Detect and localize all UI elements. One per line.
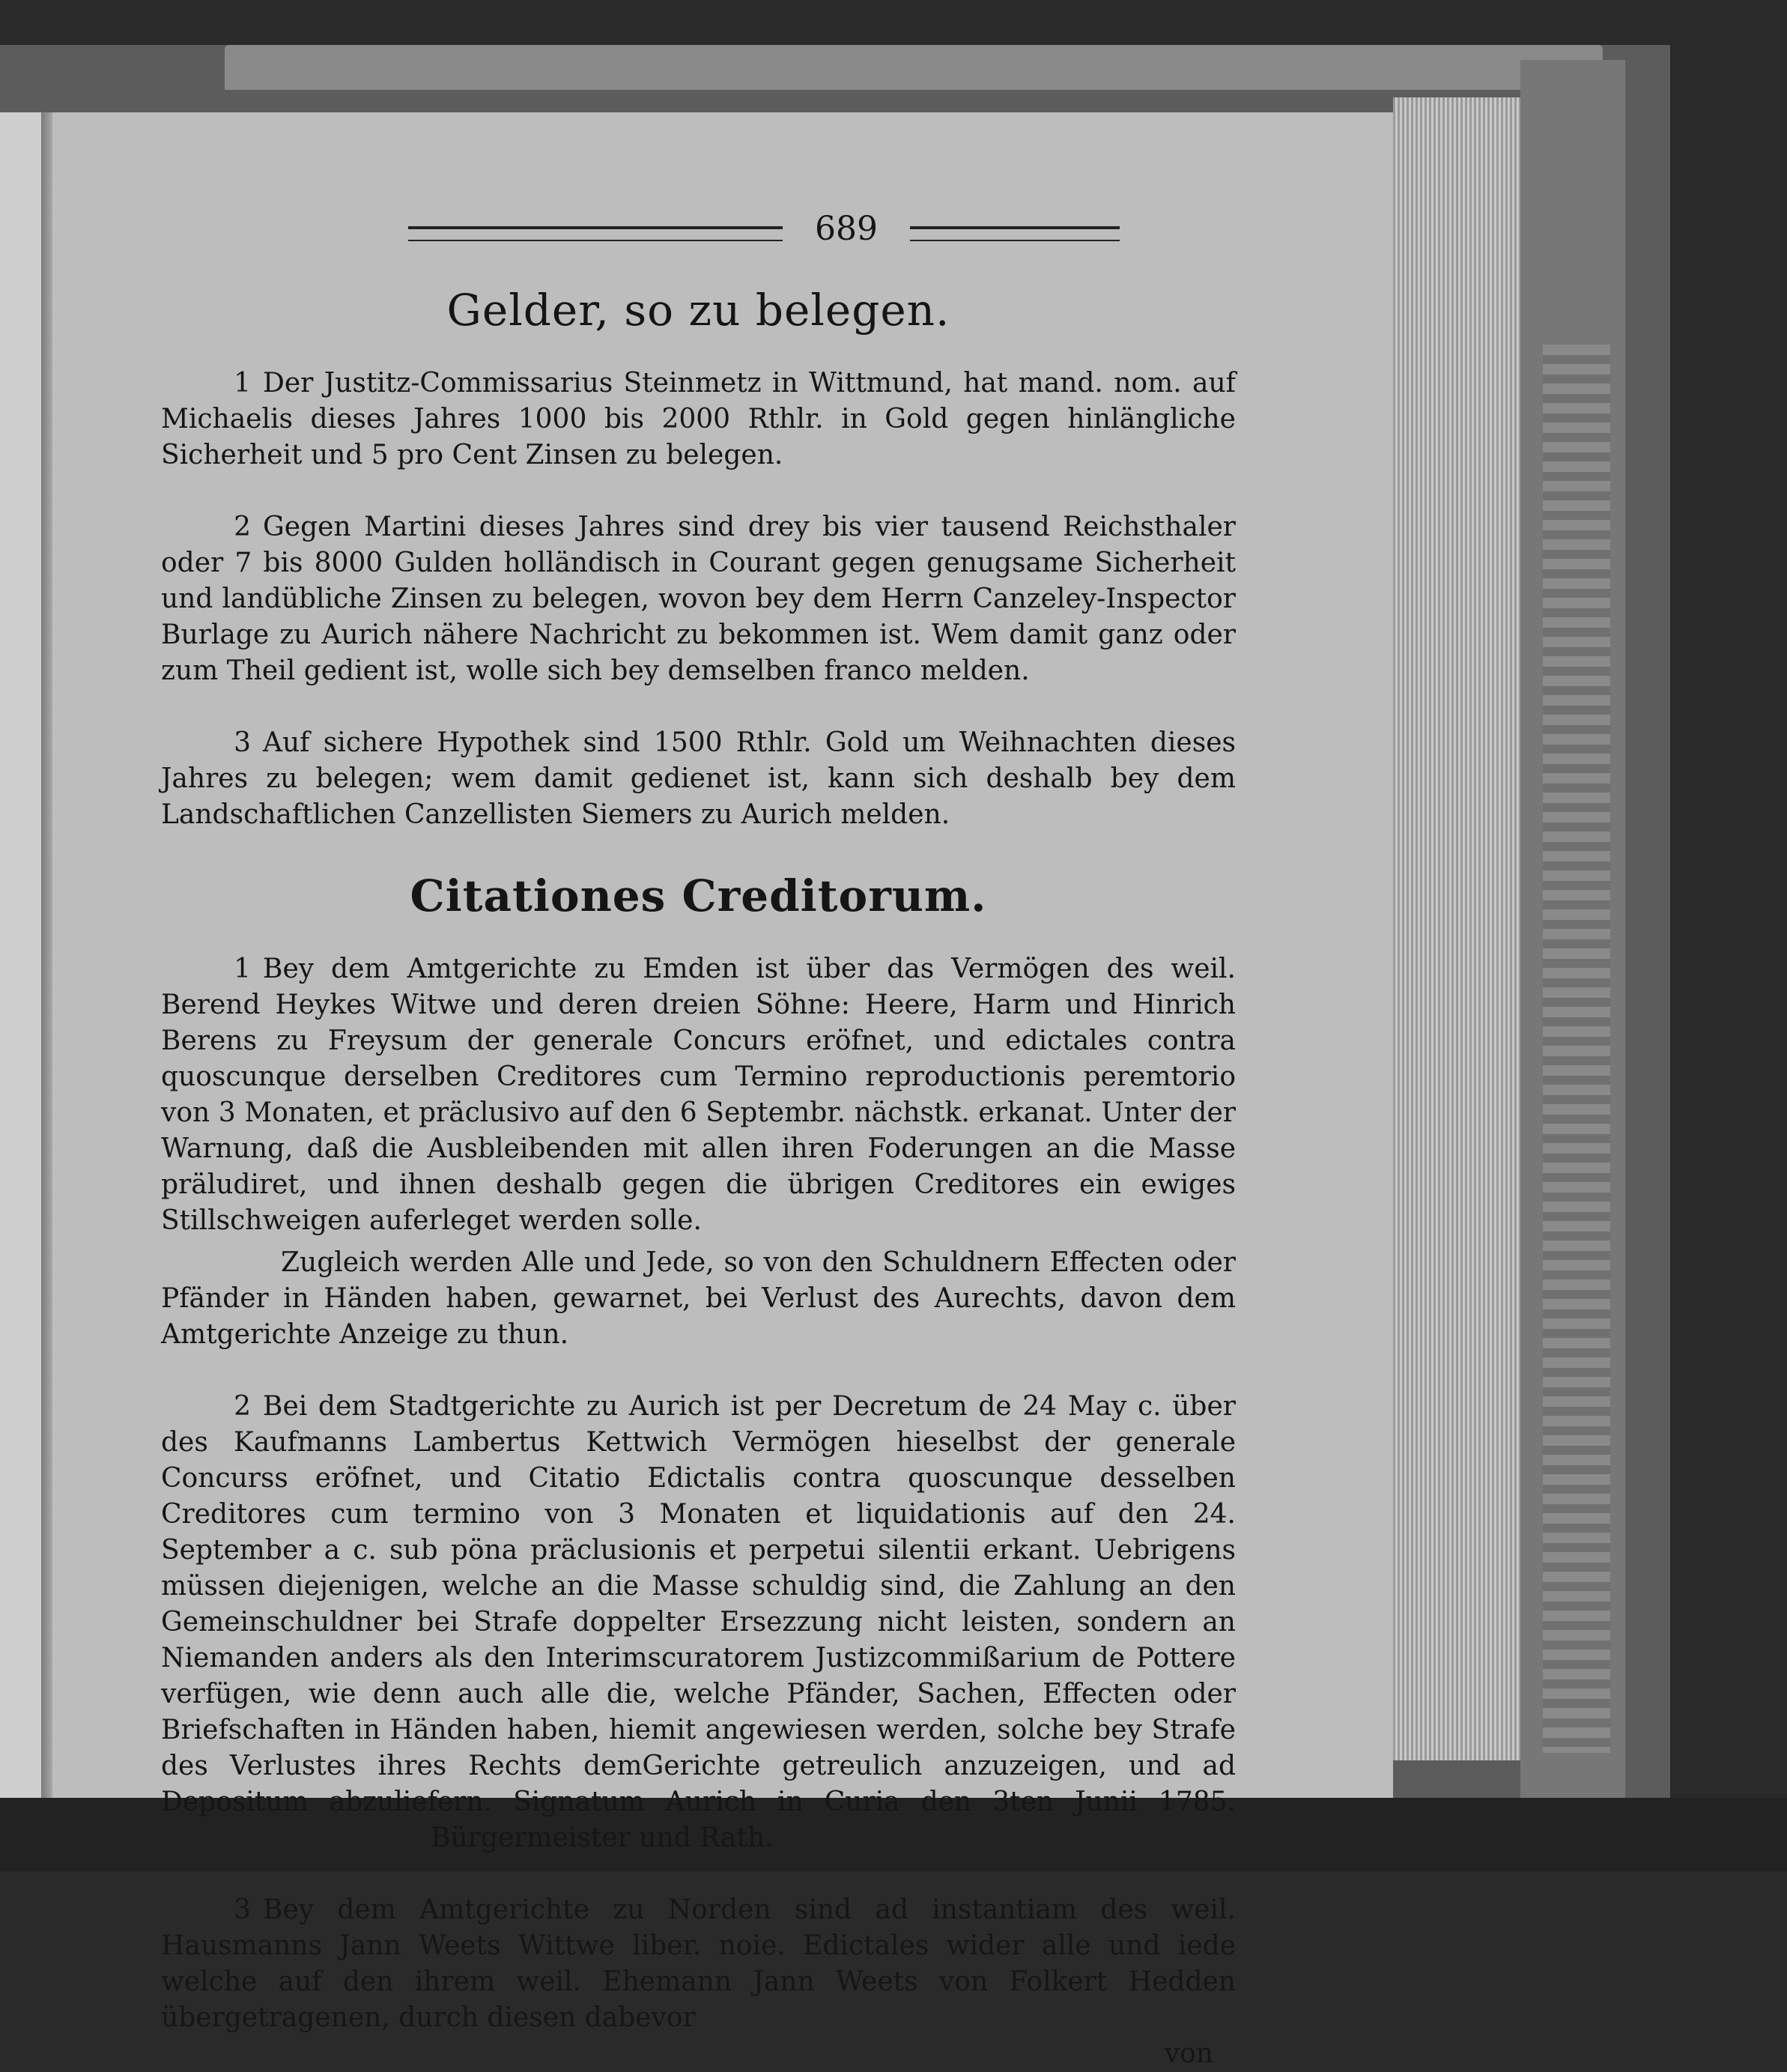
marbled-board — [1543, 345, 1610, 1753]
header-rule-left — [408, 226, 783, 241]
page-stack-edge — [1393, 97, 1520, 1760]
book-top-edge — [225, 45, 1603, 90]
gelder-entry-2 — [161, 509, 1236, 689]
citation-entry-1 — [161, 951, 1236, 1239]
page-header — [161, 210, 1236, 255]
entry-number: 3 — [234, 1894, 251, 1925]
entry-text: Zugleich werden Alle und Jede, so von den Schuldnern Effecten oder Pfänder in Händen haben, gewarnet, bei Verlust des Aurechts, davon dem Amtgerichte Anzeige zu thun. — [161, 1247, 1236, 1350]
gelder-entry-3 — [161, 725, 1236, 833]
entry-text: Der Justitz-Commissarius Steinmetz in Wittmund, hat mand. nom. auf Michaelis dieses Jahres 1000 bis 2000 Rthlr. in Gold gegen hinlängliche Sicherheit und 5 pro Cent Zinsen zu belegen. — [161, 368, 1236, 470]
left-page-edge — [0, 112, 45, 1871]
header-rule-right — [910, 226, 1120, 241]
entry-text: Auf sichere Hypothek sind 1500 Rthlr. Gold um Weihnachten dieses Jahres zu belegen; wem damit gedienet ist, kann sich deshalb bey dem Landschaftlichen Canzellisten Siemers zu Aurich melden. — [161, 727, 1236, 830]
entry-number: 2 — [234, 512, 251, 542]
section-heading-citationes: Citationes Creditorum. — [410, 870, 987, 921]
page-number: 689 — [815, 210, 878, 248]
citation-entry-2 — [161, 1389, 1236, 1856]
gelder-entry-1 — [161, 366, 1236, 473]
citation-entry-1-continued — [161, 1245, 1236, 1353]
entry-text: Bei dem Stadtgerichte zu Aurich ist per Decretum de 24 May c. über des Kaufmanns Lambertus Kettwich Vermögen hieselbst der generale Concurss eröfnet, und Citatio Edictalis contra quoscunque desselben Creditores cum termino von 3 Monaten et liquidationis auf den 24. September a c. sub pöna präclusionis et perpetui silentii erkant. Uebrigens müssen diejenigen, welche an die Masse schuldig sind, die Zahlung an den Gemeinschuldner bei Strafe doppelter Ersezzung nicht leisten, sondern an Niemanden anders als den Interimscuratorem Justizcommißarium de Pottere verfügen, wie denn auch alle die, welche Pfänder, Sachen, Effecten oder Briefschaften in Händen haben, hiemit angewiesen werden, solche bey Strafe des Verlustes ihres Rechts demGerichte getreulich anzuzeigen, und ad Depositum abzuliefern. Signatum Aurich in Curia den 3ten Junii 1785. — [161, 1391, 1236, 1817]
entry-text: Bey dem Amtgerichte zu Emden ist über das Vermögen des weil. Berend Heykes Witwe und deren dreien Söhne: Heere, Harm und Hinrich Berens zu Freysum der generale Concurs eröfnet, und edictales contra quoscunque derselben Creditores cum Termino reproductionis peremtorio von 3 Monaten, et präclusivo auf den 6 Septembr. nächstk. erkanat. Unter der Warnung, daß die Ausbleibenden mit allen ihren Foderungen an die Masse präludiret, und ihnen deshalb gegen die übrigen Creditores ein ewiges Stillschweigen auferleget werden solle. — [161, 954, 1236, 1236]
entry-number: 1 — [234, 954, 251, 984]
section-heading-gelder: Gelder, so zu belegen. — [446, 285, 950, 336]
entry-text: Gegen Martini dieses Jahres sind drey bis vier tausend Reichsthaler oder 7 bis 8000 Gulden holländisch in Courant gegen genugsame Sicherheit und landübliche Zinsen zu belegen, wovon bey dem Herrn Canzeley-Inspector Burlage zu Aurich nähere Nachricht zu bekommen ist. Wem damit ganz oder zum Theil gedient ist, wolle sich bey demselben franco melden. — [161, 512, 1236, 686]
entry-number: 1 — [234, 368, 251, 399]
entry-number: 2 — [234, 1391, 251, 1422]
entry-text: Bey dem Amtgerichte zu Norden sind ad instantiam des weil. Hausmanns Jann Weets Wittwe liber. noie. Edictales wider alle und iede welche auf den ihrem weil. Ehemann Jann Weets von Folkert Hedden übergetragenen, durch diesen dabevor — [161, 1894, 1236, 2033]
entry-number: 3 — [234, 727, 251, 758]
text-column — [161, 210, 1236, 2072]
citation-entry-3 — [161, 1892, 1236, 2036]
catchword: von — [1164, 2038, 1213, 2069]
signature-line: Bürgermeister und Rath. — [431, 1823, 774, 1853]
